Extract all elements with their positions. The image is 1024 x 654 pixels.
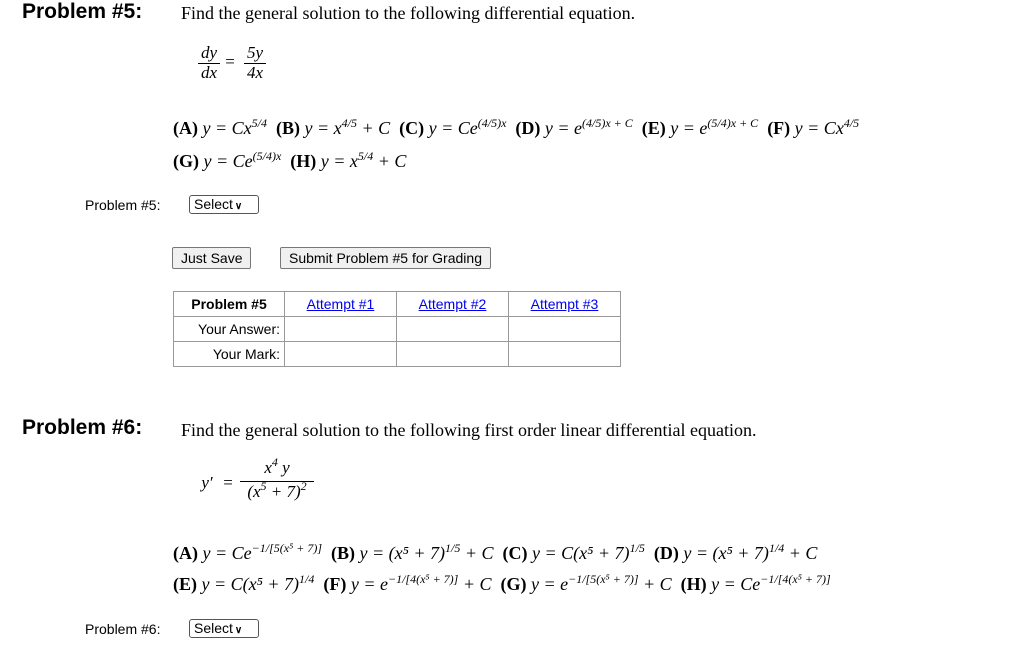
attempts-table (173, 291, 621, 367)
select-value: Select (194, 196, 233, 212)
choice-c-label: (C) (399, 118, 425, 138)
eq5-lhs-denominator: dx (200, 63, 218, 82)
eq6-denominator: $(x^5 + 7)^2$ (247, 479, 307, 501)
problem5-answer-label: Problem #5: (85, 197, 161, 213)
choice-g-exp: (5/4)x (252, 149, 282, 163)
choice-g-body: y = Ce (203, 151, 253, 171)
choice-e-label: (E) (641, 118, 666, 138)
row-your-answer: Your Answer: (174, 317, 285, 342)
choice-d-label: (D) (515, 118, 541, 138)
attempt-1-link[interactable]: Attempt #1 (306, 296, 375, 312)
choice-e-exp: (5/4)x + C (707, 116, 759, 130)
chevron-down-icon: ∨ (234, 625, 243, 636)
table-row (174, 342, 621, 367)
eq5-lhs-numerator: dy (200, 43, 218, 62)
answer-cell-1 (285, 317, 397, 342)
problem5-heading: Problem #5: (22, 0, 143, 23)
choice-f-body: y = Cx (794, 118, 844, 138)
choice-c-label: (C) (502, 543, 528, 563)
choice-f-exp: 4/5 (843, 116, 860, 130)
choice-f-label: (F) (767, 118, 791, 138)
choice-a-label: (A) (173, 118, 198, 138)
problem6-choices-line2: (E) $y = C(x^5 + 7)^{1/4}$ (F) $y = e^{-1/[4(x^5 + 7)]} + C$ (G) $y = e^{-1/[5(x^5 + 7)]} + C$ (H) $y = Ce^{-1/[4(x^5 + 7)]}$ (173, 572, 831, 594)
choice-e-label: (E) (173, 574, 197, 594)
attempt-3-link[interactable]: Attempt #3 (530, 296, 599, 312)
answer-cell-2 (397, 317, 509, 342)
select-value: Select (194, 620, 233, 636)
table-corner: Problem #5 (174, 292, 285, 317)
choice-f-label: (F) (323, 574, 347, 594)
mark-cell-2 (397, 342, 509, 367)
choice-e-body: y = e (670, 118, 708, 138)
problem6-heading: Problem #6: (22, 416, 143, 439)
choice-b-body: y = x (304, 118, 342, 138)
eq5-rhs-numerator: 5y (246, 43, 264, 62)
answer-cell-3 (509, 317, 621, 342)
table-row (174, 317, 621, 342)
choice-b-body: y = (x⁵ + 7) (359, 543, 446, 563)
choice-h-body: y = Ce (711, 574, 761, 594)
choice-a-body: y = Cx (202, 118, 252, 138)
choice-e-body: y = C(x⁵ + 7) (201, 574, 300, 594)
choice-h-exp: 5/4 (357, 149, 374, 163)
choice-d-body: y = e (544, 118, 583, 138)
problem6-answer-select[interactable] (189, 619, 259, 638)
chevron-down-icon: ∨ (234, 201, 243, 212)
choice-a-label: (A) (173, 543, 198, 563)
row-your-mark: Your Mark: (174, 342, 285, 367)
eq6-equals: = (223, 473, 233, 492)
choice-c-body: y = C(x⁵ + 7) (532, 543, 630, 563)
choice-b-label: (B) (331, 543, 355, 563)
just-save-button[interactable]: Just Save (172, 247, 251, 269)
choice-b-label: (B) (275, 118, 300, 138)
choice-f-body: y = e (350, 574, 388, 594)
choice-b-exp: 4/5 (341, 116, 357, 130)
choice-g-body: y = e (531, 574, 569, 594)
problem5-choices-line2: (G) $y = Ce^{(5/4)x}$ (H) $y = x^{5/4} + C$ (173, 149, 407, 171)
choice-a-exp: 5/4 (251, 116, 267, 130)
choice-h-label: (H) (290, 151, 317, 171)
attempt-2-link[interactable]: Attempt #2 (418, 296, 487, 312)
submit-problem-button[interactable]: Submit Problem #5 for Grading (280, 247, 491, 269)
choice-g-label: (G) (173, 151, 199, 171)
problem6-prompt: Find the general solution to the following first order linear differential equation. (181, 420, 757, 440)
problem5-answer-select[interactable] (189, 195, 259, 214)
problem6-choices-line1: (A) $y = Ce^{-1/[5(x^5 + 7)]}$ (B) $y = (x^5 + 7)^{1/5} + C$ (C) $y = C(x^5 + 7)^{1/5}$ (D) $y = (x^5 + 7)^{1/4} + C$ (173, 541, 818, 563)
eq6-numerator: $x^4$ y (264, 455, 290, 477)
mark-cell-1 (285, 342, 397, 367)
mark-cell-3 (509, 342, 621, 367)
choice-d-exp: (4/5)x + C (582, 116, 633, 130)
choice-a-body: y = Ce (202, 543, 252, 563)
problem5-choices-line1: (A) $y = Cx^{5/4}$ (B) $y = x^{4/5} + C$ (C) $y = Ce^{(4/5)x}$ (D) $y = e^{(4/5)x + C}$ (E) $y = e^{(5/4)x + C}$ (F) $y = Cx^{4/5}$ (173, 116, 860, 138)
choice-h-body: y = x (320, 151, 358, 171)
eq5-rhs-denominator: 4x (246, 63, 264, 82)
choice-d-body: y = (x⁵ + 7) (683, 543, 769, 563)
eq5-equals: = (225, 52, 235, 71)
choice-g-label: (G) (500, 574, 527, 594)
choice-c-exp: (4/5)x (477, 116, 507, 130)
problem5-prompt: Find the general solution to the following differential equation. (181, 3, 636, 23)
eq6-lhs: y′ (201, 473, 213, 492)
choice-d-label: (D) (653, 543, 679, 563)
table-row (174, 292, 621, 317)
problem6-answer-label: Problem #6: (85, 621, 161, 637)
choice-c-body: y = Ce (428, 118, 478, 138)
choice-h-label: (H) (680, 574, 707, 594)
